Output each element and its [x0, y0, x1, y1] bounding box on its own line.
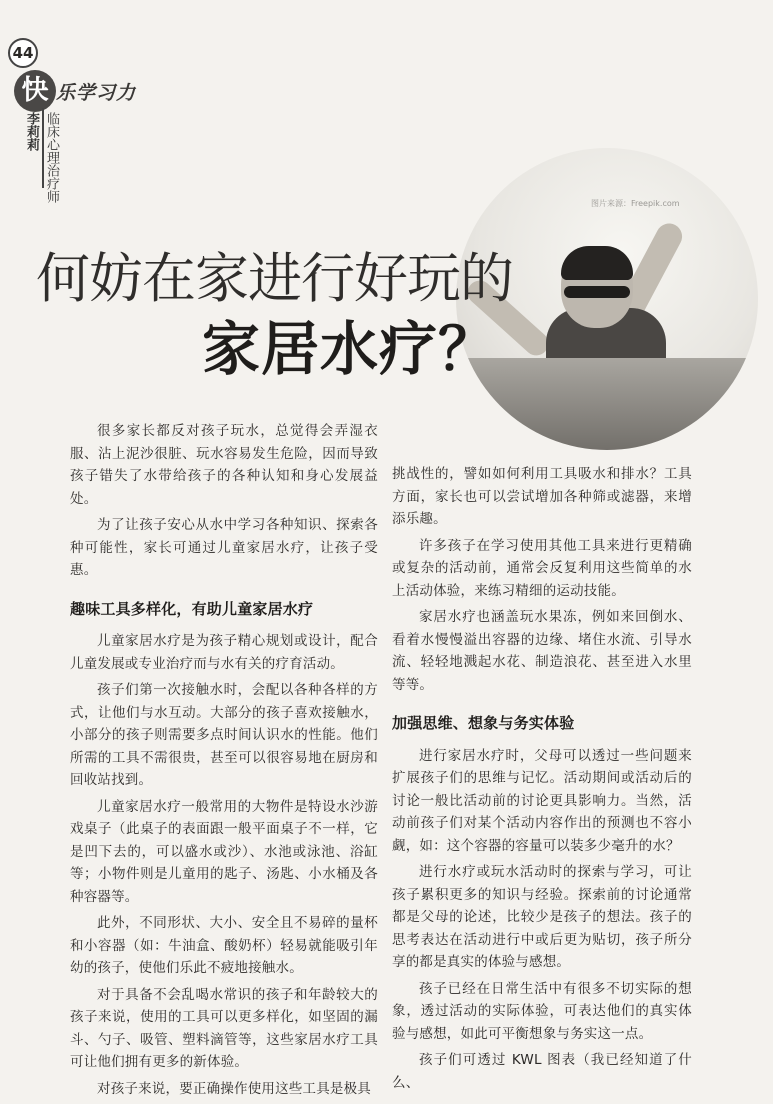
pool-water [456, 358, 758, 450]
article-title-line2: 家居水疗？ [202, 315, 498, 383]
continued-paragraph: 挑战性的，譬如如何利用工具吸水和排水？工具方面，家长也可以尝试增加各种筛或滤器，来增添乐趣。 [392, 466, 692, 527]
body-paragraph: 孩子已经在日常生活中有很多不切实际的想象，透过活动的实际体验，可表达他们的真实体验与感想，如此可平衡想象与务实这一点。 [392, 980, 692, 1042]
section-heading-tools: 趣味工具多样化，有助儿童家居水疗 [70, 599, 314, 618]
column-logo-char: 快 [14, 70, 56, 112]
author-name: 李莉莉 [24, 112, 39, 151]
article-title-line1: 何妨在家进行好玩的 [36, 247, 513, 310]
section-heading-thinking: 加强思维、想象与务实体验 [392, 714, 575, 732]
body-paragraph: 许多孩子在学习使用其他工具来进行更精确或复杂的活动前，通常会反复利用这些简单的水上活动体验，来练习精细的运动技能。 [392, 537, 692, 599]
body-paragraph: 儿童家居水疗一般常用的大物件是特设水沙游戏桌子（此桌子的表面跟一般平面桌子不一样，它是凹下去的，可以盛水或沙）、水池或泳池、浴缸等；小物件则是儿童用的匙子、汤匙、小水桶及各种容器等。 [70, 798, 378, 905]
intro-paragraph: 为了让孩子安心从水中学习各种知识、探索各种可能性，家长可通过儿童家居水疗，让孩子受惠。 [70, 517, 378, 578]
body-paragraph: 儿童家居水疗是为孩子精心规划或设计，配合儿童发展或专业治疗而与水有关的疗育活动。 [70, 633, 378, 672]
body-paragraph: 孩子们第一次接触水时，会配以各种各样的方式，让他们与水互动。大部分的孩子喜欢接触水，小部分的孩子则需要多点时间认识水的性能。他们所需的工具不需很贵，甚至可以很容易地在厨房和回收站找到。 [70, 682, 378, 788]
body-paragraph: 进行水疗或玩水活动时的探索与学习，可让孩子累积更多的知识与经验。探索前的讨论通常都是父母的论述，比较少是孩子的想法。孩子的思考表达在活动进行中或后更为贴切，孩子所分享的都是真实的体验与感想。 [392, 864, 692, 970]
body-paragraph: 进行家居水疗时，父母可以透过一些问题来扩展孩子们的思维与记忆。活动期间或活动后的讨论一般比活动前的讨论更具影响力。当然，活动前孩子们对某个活动内容作出的预测也不容小觑，如：这个容器的容量可以装多少毫升的水？ [392, 747, 692, 854]
body-paragraph: 对于具备不会乱喝水常识的孩子和年龄较大的孩子来说，使用的工具可以更多样化，如坚固的漏斗、勺子、吸管、塑料滴管等，这些家居水疗工具可让他们拥有更多的新体验。 [70, 986, 378, 1070]
body-paragraph: 孩子们可透过 KWL 图表（我已经知道了什么、 [392, 1052, 692, 1091]
left-column [70, 420, 378, 1104]
intro-paragraph: 很多家长都反对孩子玩水，总觉得会弄湿衣服、沾上泥沙很脏、玩水容易发生危险，因而导致孩子错失了水带给孩子的各种认知和身心发展益处。 [70, 423, 378, 507]
photo-watermark: 图片来源：Freepik.com [591, 199, 680, 208]
child-hair [561, 246, 633, 280]
column-title: 乐学习力 [56, 82, 137, 104]
body-paragraph: 此外，不同形状、大小、安全且不易碎的量杯和小容器（如：牛油盒、酸奶杯）轻易就能吸引年幼的孩子，使他们乐此不疲地接触水。 [70, 915, 378, 976]
body-paragraph: 家居水疗也涵盖玩水果冻，例如来回倒水、看着水慢慢溢出容器的边缘、堵住水流、引导水流、轻轻地溅起水花、制造浪花、甚至进入水里等等。 [392, 609, 692, 693]
body-paragraph: 对孩子来说，要正确操作使用这些工具是极具 [97, 1080, 371, 1097]
author-role: 临床心理治疗师 [44, 112, 59, 203]
page-number: 44 [8, 38, 38, 68]
swim-goggles [564, 286, 630, 298]
right-column [392, 463, 692, 1098]
